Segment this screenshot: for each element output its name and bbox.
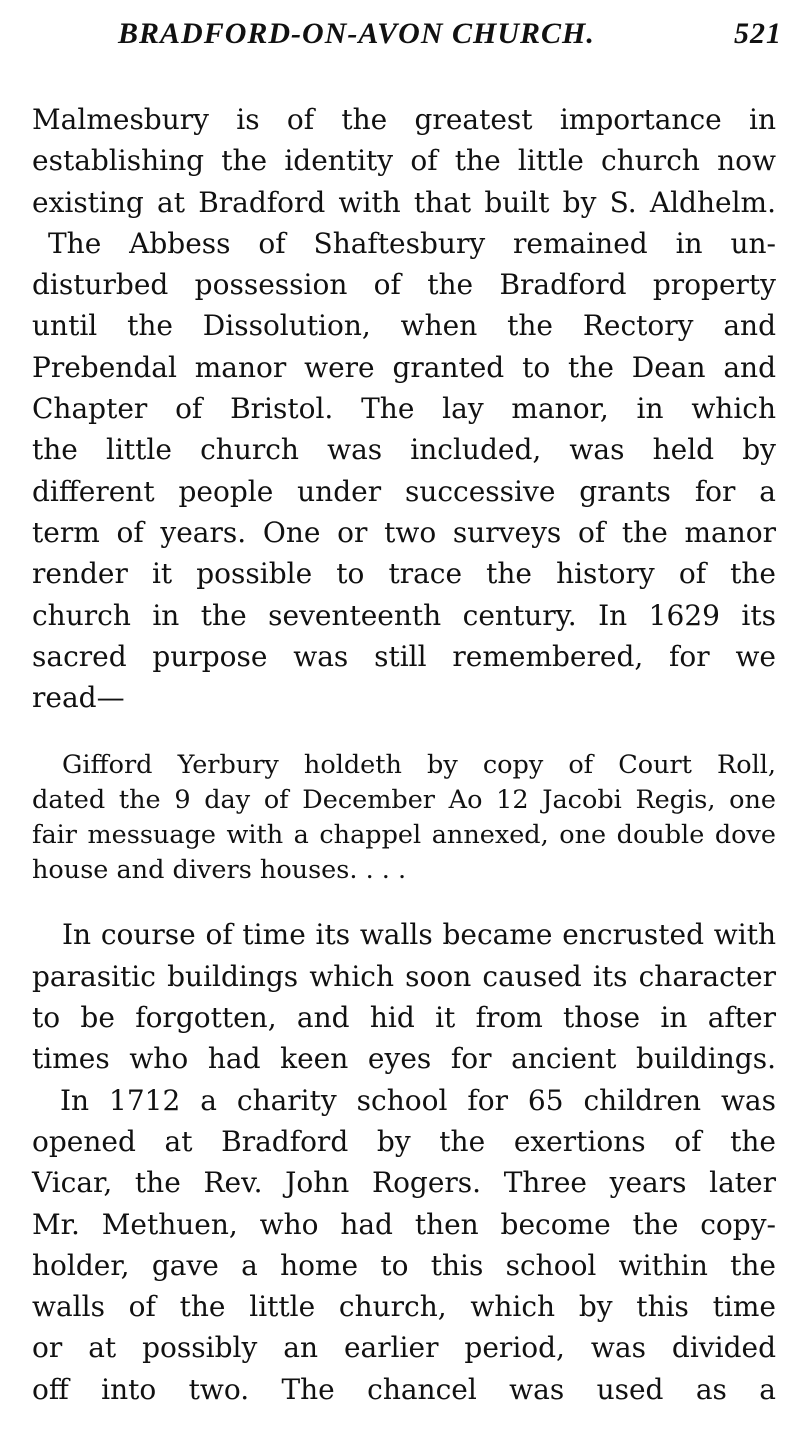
text-line: the little church was included, was held by (32, 433, 776, 467)
text-line: different people under successive grants for a (32, 474, 776, 508)
paragraph-abbess (32, 223, 776, 719)
running-head (118, 14, 782, 54)
text-line: Vicar, the Rev. John Rogers. Three years later (32, 1166, 776, 1200)
text-line: establishing the identity of the little church now (32, 144, 776, 178)
text-line: or at possibly an earlier period, was divided (32, 1331, 776, 1365)
text-line: church in the seventeenth century. In 1629 its (32, 598, 776, 632)
block-quote (32, 748, 776, 888)
running-head-title: BRADFORD-ON-AVON CHURCH. (118, 17, 595, 50)
text-line: render it possible to trace the history of the (32, 557, 776, 591)
body-text (32, 99, 776, 1410)
text-line: Chapter of Bristol. The lay manor, in which (32, 392, 776, 426)
text-line: In 1712 a charity school for 65 children was (60, 1083, 776, 1117)
text-line: In course of time its walls became encrusted with (62, 918, 776, 952)
page-number: 521 (734, 17, 782, 50)
quote-line: Gifford Yerbury holdeth by copy of Court Roll, (62, 750, 776, 781)
text-line: until the Dissolution, when the Rectory and (32, 309, 776, 343)
paragraph-continuation (32, 99, 776, 223)
text-line: sacred purpose was still remembered, for we (32, 639, 776, 673)
text-line: Malmesbury is of the greatest importance in (32, 103, 776, 136)
quote-line: fair messuage with a chappel annexed, one double dove (32, 820, 776, 851)
text-line: read— (32, 681, 125, 715)
text-line: The Abbess of Shaftesbury remained in un- (48, 226, 776, 260)
text-line: disturbed possession of the Bradford property (32, 268, 776, 302)
text-line: term of years. One or two surveys of the manor (32, 515, 776, 549)
text-line: walls of the little church, which by this time (32, 1290, 776, 1324)
text-line: Prebendal manor were granted to the Dean and (32, 350, 776, 384)
text-line: to be forgotten, and hid it from those in after (32, 1001, 776, 1035)
text-line: off into two. The chancel was used as a (32, 1372, 776, 1406)
quote-line: house and divers houses. . . . (32, 855, 407, 886)
text-line: Mr. Methuen, who had then become the copy- (32, 1207, 776, 1241)
paragraph-encrusted (32, 914, 776, 1079)
text-line: times who had keen eyes for ancient buildings. (32, 1042, 776, 1076)
text-line: parasitic buildings which soon caused its character (32, 959, 776, 993)
paragraph-charity-school (32, 1080, 776, 1410)
text-line: existing at Bradford with that built by S. Aldhelm. (32, 185, 776, 219)
text-line: opened at Bradford by the exertions of the (32, 1124, 776, 1158)
quote-line: dated the 9 day of December Ao 12 Jacobi Regis, one (32, 785, 776, 816)
text-line: holder, gave a home to this school within the (32, 1248, 776, 1282)
